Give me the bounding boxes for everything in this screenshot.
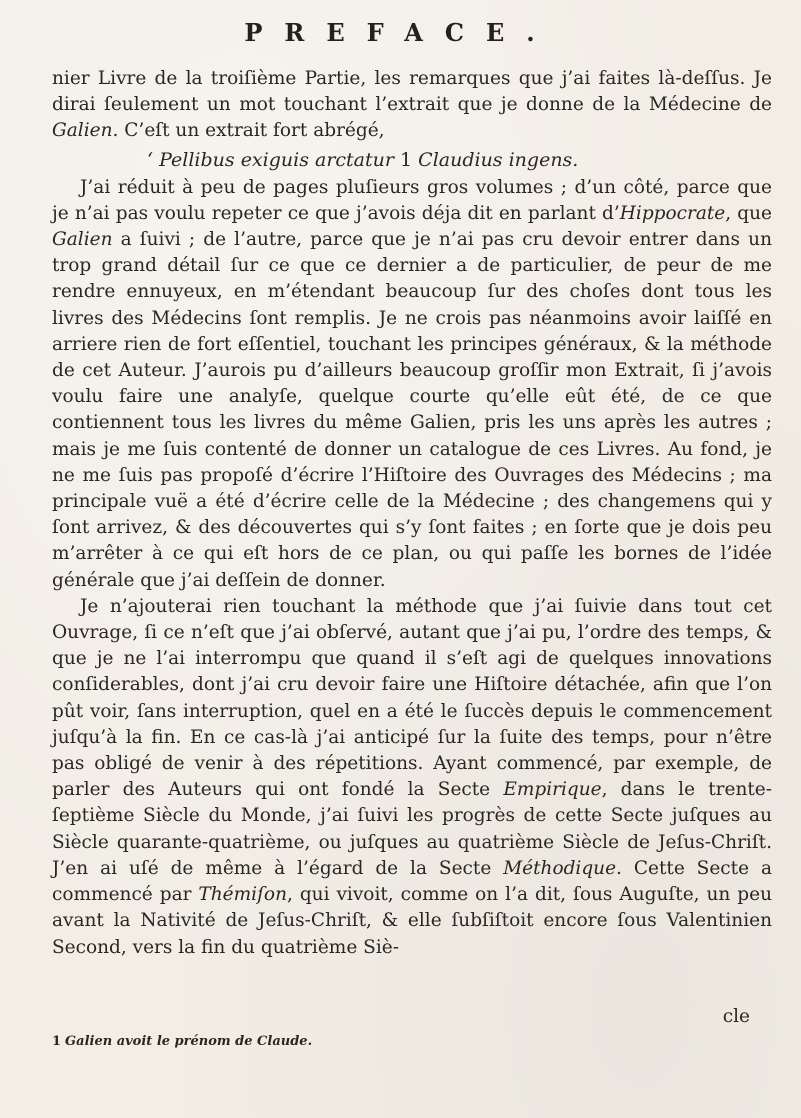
latin-quote bbox=[52, 145, 772, 175]
quote-mark: ‘ bbox=[147, 148, 154, 171]
paragraph-1 bbox=[52, 66, 772, 145]
sect-empirique: Empirique bbox=[503, 779, 602, 801]
body-text bbox=[52, 66, 772, 961]
paragraph-1-text: nier Livre de la troiſième Partie, les remarques que j’ai faites là-deſſus. Je dirai ſeulement un mot touchant l’extrait que je donne de la Médecine de bbox=[52, 68, 772, 116]
paragraph-3-part-3: . Cette Secte a commencé par bbox=[52, 857, 772, 906]
hippocrate-name: Hippocrate bbox=[619, 202, 726, 224]
catchword: cle bbox=[722, 1006, 750, 1027]
themison-name: Thémiſon bbox=[198, 884, 287, 906]
paragraph-3-part-2: , dans le trente-ſeptième Siècle du Monde, j’ai ſuivi les progrès de cette Secte juſques au Siècle quarante-quatrième, ou juſques au quatrième Siècle de Jeſus-Chriſt. J’en ai uſé de même à l’égard de la Secte bbox=[52, 779, 772, 879]
paragraph-2-middle: , que bbox=[725, 202, 773, 224]
quote-end: Claudius ingens. bbox=[418, 148, 579, 171]
galien-name: Galien bbox=[52, 120, 113, 142]
paragraph-2-end: a ſuivi ; de l’autre, parce que je n’ai pas cru devoir entrer dans un trop grand détail ſur ce que ce dernier a de particulier, de peur de me rendre ennuyeux, en m’étendant beaucoup ſur des choſes dont tous les livres des Médecins ſont remplis. Je ne crois pas néanmoins avoir laiſſé en arriere rien de fort eſſentiel, touchant les principes généraux, & la méthode de cet Auteur. J’aurois pu d’ailleurs beaucoup groſſir mon Extrait, ſi j’avois voulu faire une analyſe, quelque courte qu’elle eût été, de ce que contiennent tous les livres du même Galien, pris les uns après les autres ; mais je me ſuis contenté de donner un catalogue de ces Livres. Au fond, je ne me ſuis pas propoſé d’écrire l’Hiſtoire des Ouvrages des Médecins ; ma principale vuë a été d’écrire celle de la Médecine ; des changemens qui y ſont arrivez, & des découvertes qui s’y ſont faites ; en ſorte que je dois peu m’arrêter à ce qui eſt hors de ce plan, ou qui paſſe les bornes de l’idée générale que j’ai deſſein de donner. bbox=[52, 229, 772, 591]
quote-text: Pellibus exiguis arctatur bbox=[159, 148, 394, 171]
paragraph-1-end: . C’eſt un extrait fort abrégé, bbox=[112, 120, 385, 142]
galien-name-2: Galien bbox=[52, 229, 113, 251]
sect-methodique: Méthodique bbox=[503, 857, 617, 879]
paragraph-3 bbox=[52, 594, 772, 961]
paragraph-2-start: J’ai réduit à peu de pages pluſieurs gros volumes ; d’un côté, parce que je n’ai pas voulu repeter ce que j’avois déja dit en parlant d’ bbox=[52, 176, 772, 224]
paragraph-3-start: Je n’ajouterai rien touchant la méthode que j’ai ſuivie dans tout cet Ouvrage, ſi ce n’eſt que j’ai obſervé, autant que j’ai pu, l’ordre des temps, & que je ne l’ai interrompu que quand il s’eſt agi de quelques innovations conſiderables, dont j’ai cru devoir faire une Hiſtoire détachée, afin que l’on pût voir, ſans interruption, quel en a été le ſuccès depuis le commencement juſqu’à la fin. En ce cas-là j’ai anticipé ſur la ſuite des temps, pour n’être pas obligé de venir à des répetitions. Ayant commencé, par exemple, de parler des Auteurs qui ont fondé la Secte bbox=[52, 595, 772, 801]
paragraph-2 bbox=[52, 175, 772, 594]
footnote-text: Galien avoit le prénom de Claude. bbox=[65, 1034, 313, 1049]
paragraph-3-end: , qui vivoit, comme on l’a dit, ſous Auguſte, un peu avant la Nativité de Jeſus-Chriſt, & elle ſubſiſtoit encore ſous Valentinien Second, vers la fin du quatrième Siè- bbox=[52, 884, 773, 958]
footnote-mark: 1 bbox=[52, 1034, 62, 1049]
footnote-ref: 1 bbox=[400, 148, 413, 171]
footnote bbox=[52, 1034, 312, 1049]
page-header: PREFACE. bbox=[244, 18, 557, 47]
page-footer bbox=[52, 1006, 772, 1062]
